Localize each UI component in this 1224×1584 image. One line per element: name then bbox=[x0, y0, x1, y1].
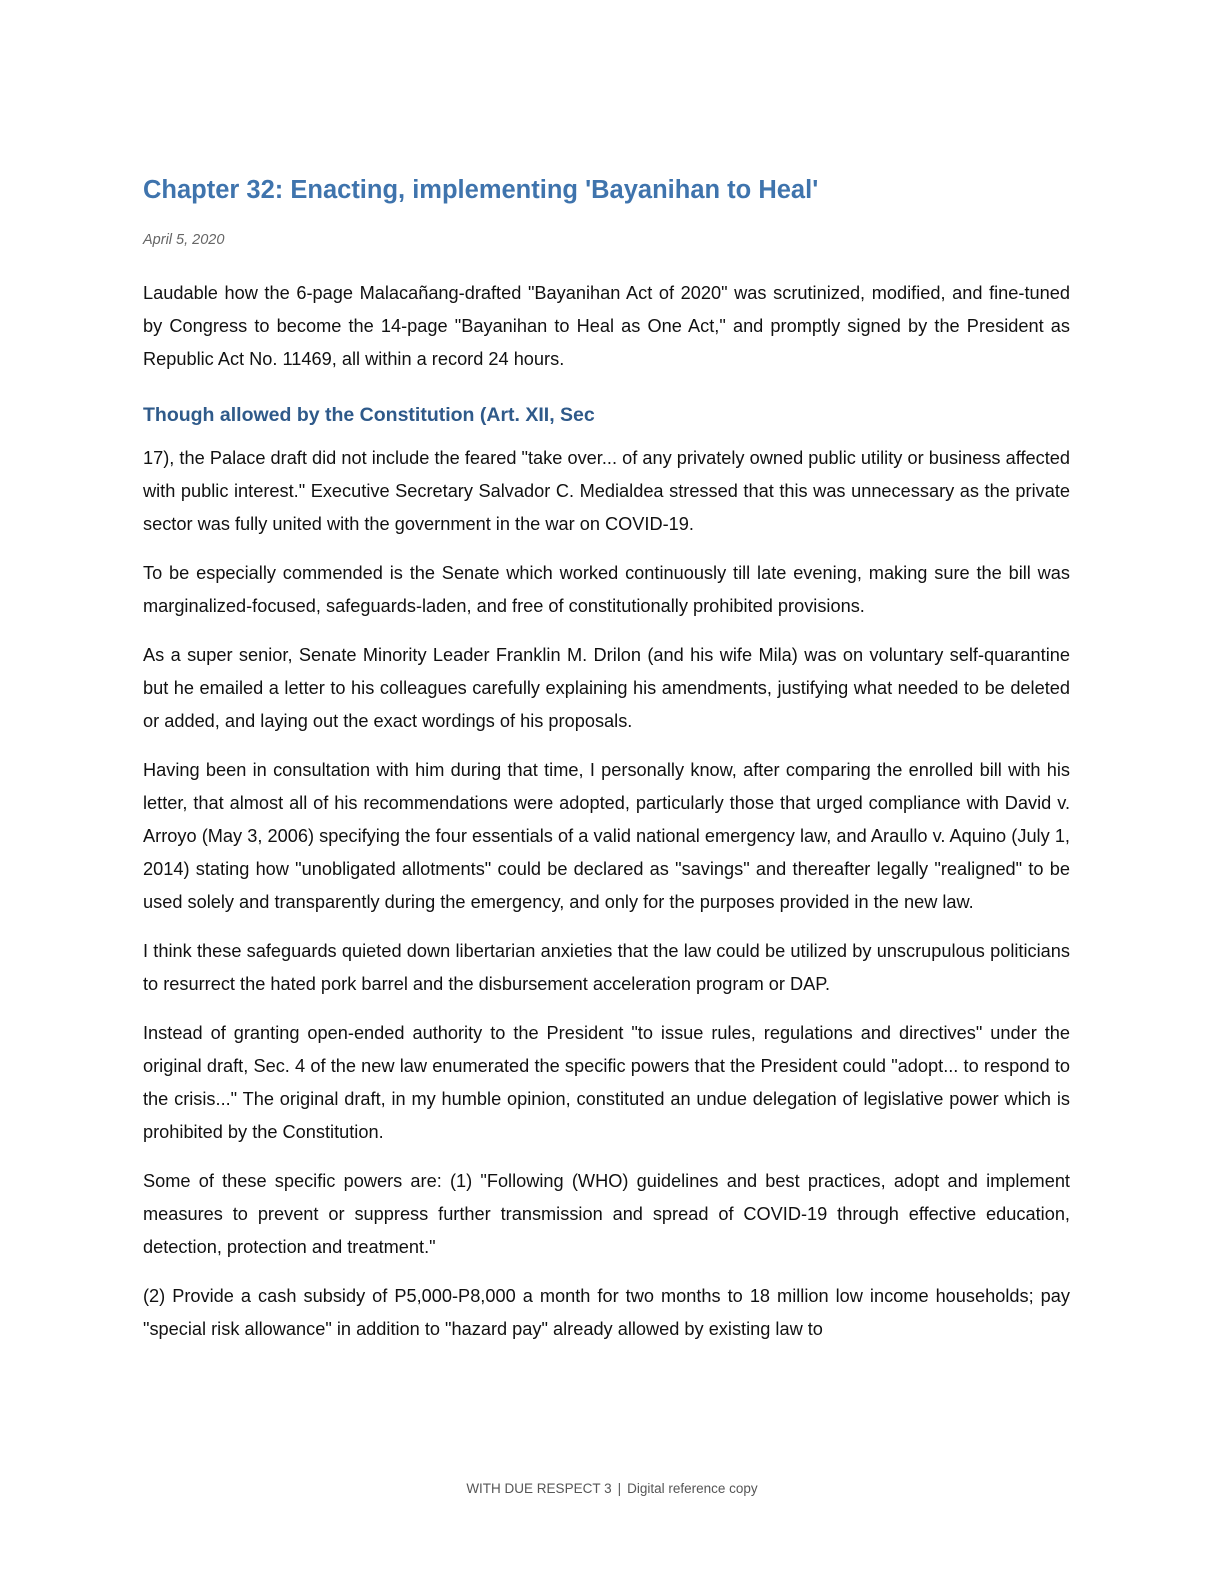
footer-note: Digital reference copy bbox=[627, 1481, 758, 1496]
paragraph: As a super senior, Senate Minority Leader Franklin M. Drilon (and his wife Mila) was on voluntary self-quarantine but he emailed a letter to his colleagues carefully explaining his amendments, justifying what needed to be deleted or added, and laying out the exact wordings of his proposals. bbox=[143, 645, 1070, 731]
paragraph: To be especially commended is the Senate which worked continuously till late evening, making sure the bill was marginalized-focused, safeguards-laden, and free of constitutionally prohibited provisions. bbox=[143, 563, 1070, 616]
paragraph: Having been in consultation with him during that time, I personally know, after comparing the enrolled bill with his letter, that almost all of his recommendations were adopted, particularly those that urged compliance with David v. Arroyo (May 3, 2006) specifying the four essentials of a valid national emergency law, and Araullo v. Aquino (July 1, 2014) stating how "unobligated allotments" could be declared as "savings" and thereafter legally "realigned" to be used solely and transparently during the emergency, and only for the purposes provided in the new law. bbox=[143, 760, 1070, 912]
footer-running-title: WITH DUE RESPECT 3 bbox=[466, 1481, 612, 1496]
paragraph: (2) Provide a cash subsidy of P5,000-P8,000 a month for two months to 18 million low income households; pay "special risk allowance" in addition to "hazard pay" already allowed by existing law to bbox=[143, 1286, 1070, 1339]
footer-separator: | bbox=[617, 1481, 622, 1496]
paragraph: Some of these specific powers are: (1) "Following (WHO) guidelines and best practices, adopt and implement measures to prevent or suppress further transmission and spread of COVID-19 through effective education, detection, protection and treatment." bbox=[143, 1171, 1070, 1257]
paragraph: Instead of granting open-ended authority to the President "to issue rules, regulations and directives" under the original draft, Sec. 4 of the new law enumerated the specific powers that the President could "adopt... to respond to the crisis..." The original draft, in my humble opinion, constituted an undue delegation of legislative power which is prohibited by the Constitution. bbox=[143, 1023, 1070, 1142]
section-subheading: Though allowed by the Constitution (Art. XII, Sec bbox=[143, 404, 595, 426]
page-footer bbox=[0, 1480, 1224, 1498]
publication-date: April 5, 2020 bbox=[143, 232, 225, 248]
paragraph-intro: Laudable how the 6-page Malacañang-drafted "Bayanihan Act of 2020" was scrutinized, modified, and fine-tuned by Congress to become the 14-page "Bayanihan to Heal as One Act," and promptly signed by the President as Republic Act No. 11469, all within a record 24 hours. bbox=[143, 283, 1070, 369]
paragraph: 17), the Palace draft did not include the feared "take over... of any privately owned public utility or business affected with public interest." Executive Secretary Salvador C. Medialdea stressed that this was unnecessary as the private sector was fully united with the government in the war on COVID-19. bbox=[143, 448, 1070, 534]
document-body bbox=[143, 172, 1070, 1362]
chapter-title: Chapter 32: Enacting, implementing 'Bayanihan to Heal' bbox=[143, 176, 819, 204]
paragraph: I think these safeguards quieted down libertarian anxieties that the law could be utilized by unscrupulous politicians to resurrect the hated pork barrel and the disbursement acceleration program or DAP. bbox=[143, 941, 1070, 994]
